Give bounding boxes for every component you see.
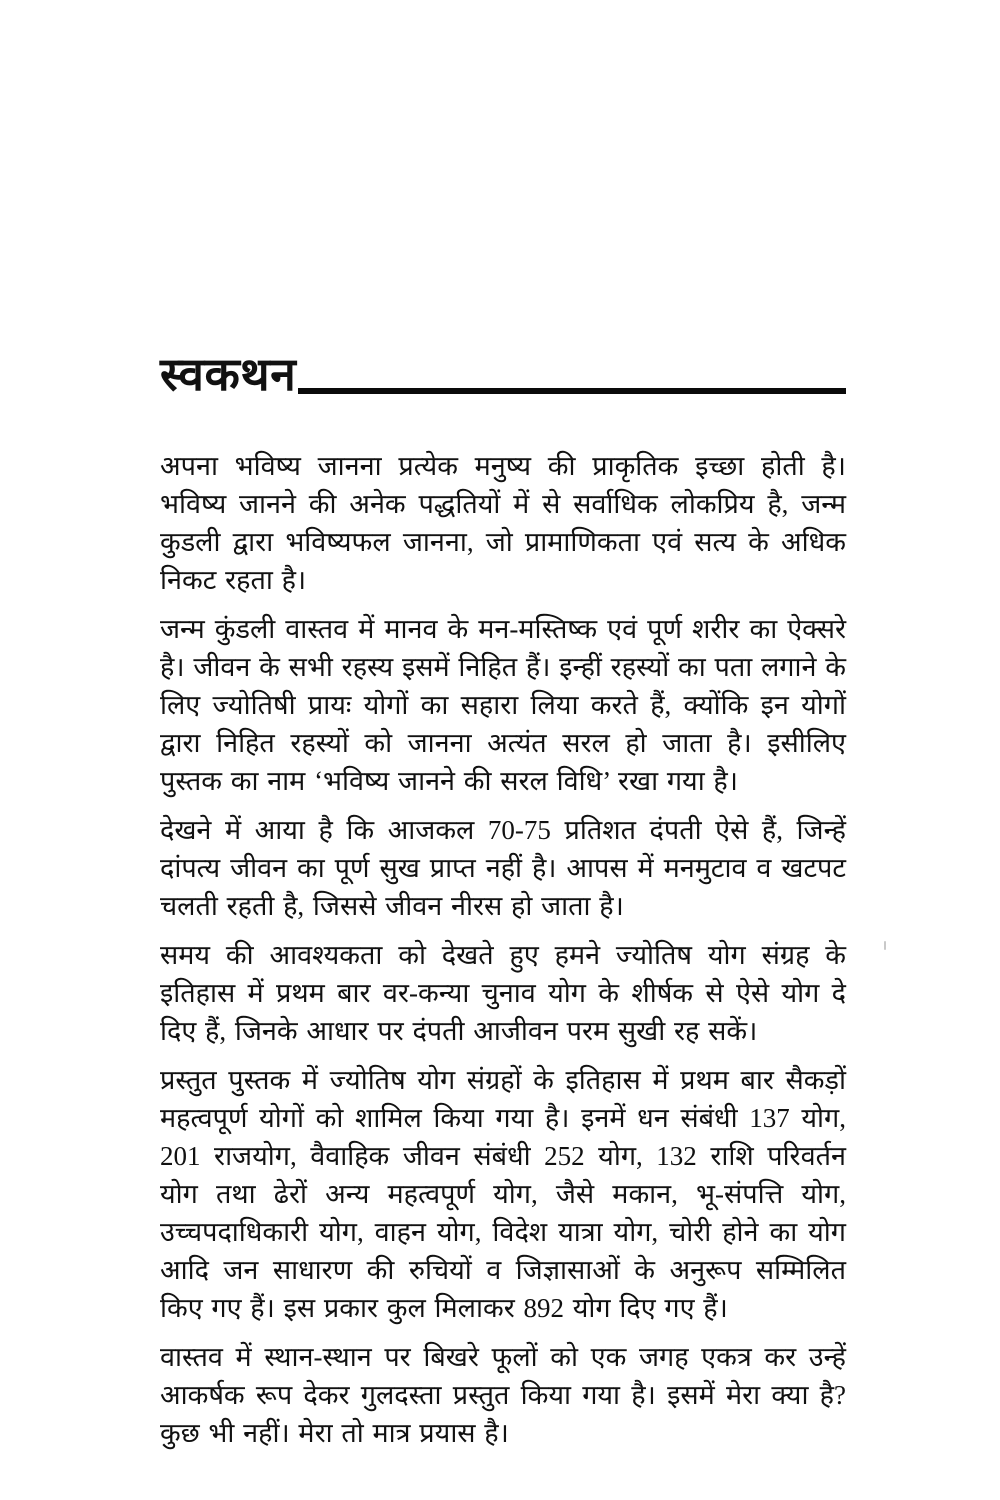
scan-artifact-mark [884, 941, 886, 950]
page-content [160, 350, 846, 1463]
paragraph: समय की आवश्यकता को देखते हुए हमने ज्योतिष योग संग्रह के इतिहास में प्रथम बार वर-कन्या चुनाव योग के शीर्षक से ऐसे योग दे दिए हैं, जिनके आधार पर दंपती आजीवन परम सुखी रह सकें। [160, 939, 846, 1046]
paragraph: अपना भविष्य जानना प्रत्येक मनुष्य की प्राकृतिक इच्छा होती है। भविष्य जानने की अनेक पद्धतियों में से सर्वाधिक लोकप्रिय है, जन्म कुडली द्वारा भविष्यफल जानना, जो प्रामाणिकता एवं सत्य के अधिक निकट रहता है। [160, 450, 846, 595]
chapter-heading [160, 350, 846, 401]
paragraph: वास्तव में स्थान-स्थान पर बिखरे फूलों को एक जगह एकत्र कर उन्हें आकर्षक रूप देकर गुलदस्ता प्रस्तुत किया गया है। इसमें मेरा क्या है? कुछ भी नहीं। मेरा तो मात्र प्रयास है। [160, 1341, 846, 1448]
chapter-title: स्वकथन [160, 349, 297, 400]
paragraph: जन्म कुंडली वास्तव में मानव के मन-मस्तिष्क एवं पूर्ण शरीर का ऐक्सरे है। जीवन के सभी रहस्य इसमें निहित हैं। इन्हीं रहस्यों का पता लगाने के लिए ज्योतिषी प्रायः योगों का सहारा लिया करते हैं, क्योंकि इन योगों द्वारा निहित रहस्यों को जानना अत्यंत सरल हो जाता है। इसीलिए पुस्तक का नाम ‘भविष्य जानने की सरल विधि’ रखा गया है। [160, 613, 846, 796]
paragraph: देखने में आया है कि आजकल 70-75 प्रतिशत दंपती ऐसे हैं, जिन्हें दांपत्य जीवन का पूर्ण सुख प्राप्त नहीं है। आपस में मनमुटाव व खटपट चलती रहती है, जिससे जीवन नीरस हो जाता है। [160, 814, 846, 921]
preface-body [160, 447, 846, 1452]
paragraph: प्रस्तुत पुस्तक में ज्योतिष योग संग्रहों के इतिहास में प्रथम बार सैकड़ों महत्वपूर्ण योगों को शामिल किया गया है। इनमें धन संबंधी 137 योग, 201 राजयोग, वैवाहिक जीवन संबंधी 252 योग, 132 राशि परिवर्तन योग तथा ढेरों अन्य महत्वपूर्ण योग, जैसे मकान, भू-संपत्ति योग, उच्चपदाधिकारी योग, वाहन योग, विदेश यात्रा योग, चोरी होने का योग आदि जन साधारण की रुचियों व जिज्ञासाओं के अनुरूप सम्मिलित किए गए हैं। इस प्रकार कुल मिलाकर 892 योग दिए गए हैं। [160, 1064, 846, 1323]
title-underline-rule [298, 388, 846, 394]
